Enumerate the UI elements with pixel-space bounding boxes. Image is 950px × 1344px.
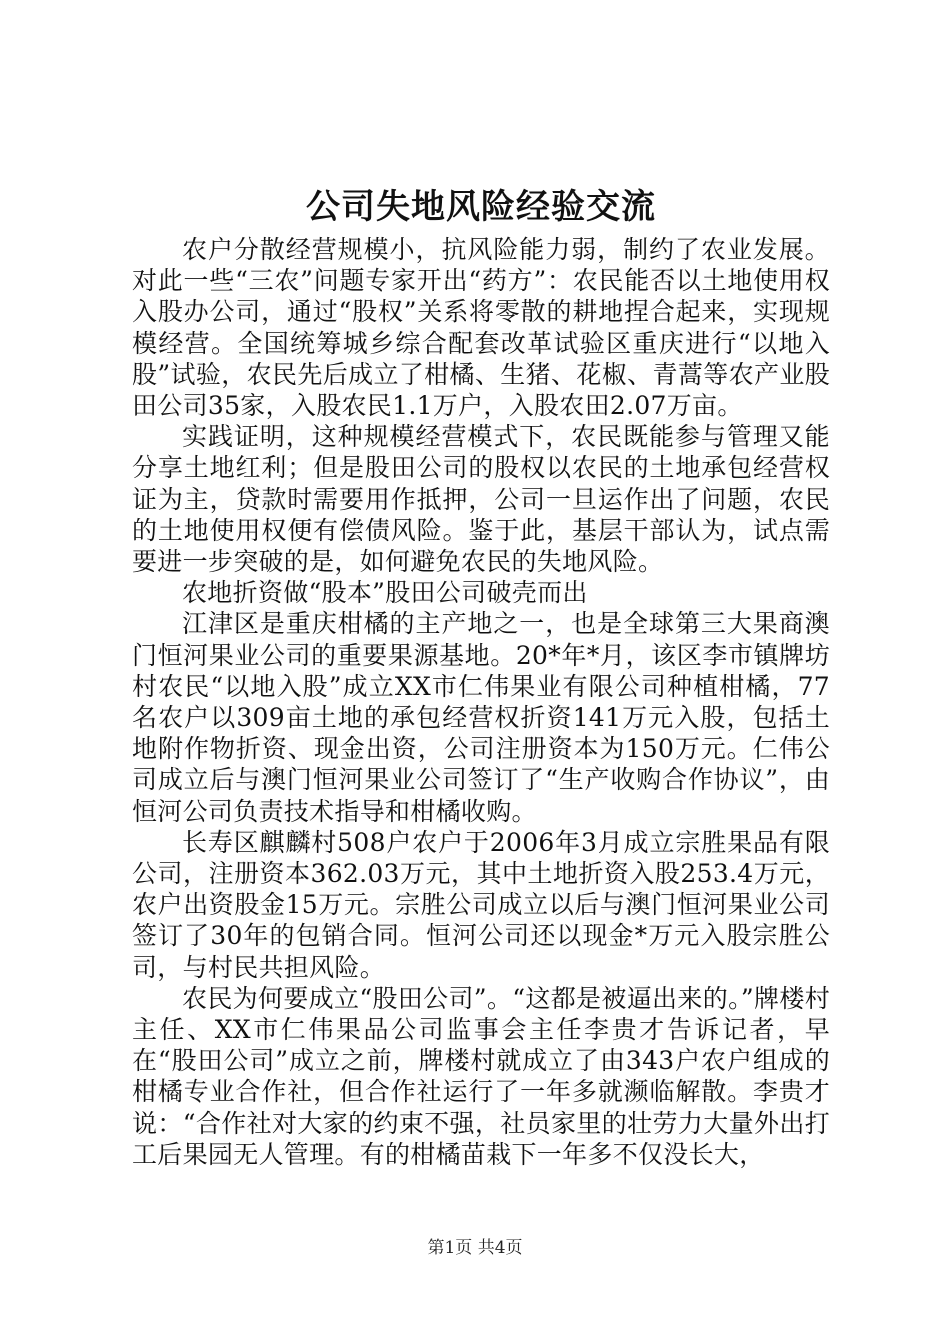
document-body bbox=[132, 234, 830, 1170]
paragraph: 江津区是重庆柑橘的主产地之一，也是全球第三大果商澳门恒河果业公司的重要果源基地。20*年*月，该区李市镇牌坊村农民“以地入股”成立XX市仁伟果业有限公司种植柑橘，77名农户以309亩土地的承包经营权折资141万元入股，包括土地附作物折资、现金出资，公司注册资本为150万元。仁伟公司成立后与澳门恒河果业公司签订了“生产收购合作协议”，由恒河公司负责技术指导和柑橘收购。 bbox=[132, 609, 830, 826]
page-number-footer: 第1页 共4页 bbox=[427, 1238, 523, 1258]
paragraph: 农户分散经营规模小，抗风险能力弱，制约了农业发展。对此一些“三农”问题专家开出“药方”：农民能否以土地使用权入股办公司，通过“股权”关系将零散的耕地捏合起来，实现规模经营。全国统筹城乡综合配套改革试验区重庆进行“以地入股”试验，农民先后成立了柑橘、生猪、花椒、青蒿等农产业股田公司35家，入股农民1.1万户，入股农田2.07万亩。 bbox=[132, 235, 830, 421]
paragraph: 长寿区麒麟村508户农户于2006年3月成立宗胜果品有限公司，注册资本362.03万元，其中土地折资入股253.4万元，农户出资股金15万元。宗胜公司成立以后与澳门恒河果业公司签订了30年的包销合同。恒河公司还以现金*万元入股宗胜公司，与村民共担风险。 bbox=[132, 827, 830, 982]
document-title: 公司失地风险经验交流 bbox=[306, 187, 656, 227]
document-page bbox=[132, 180, 830, 1170]
section-heading: 农地折资做“股本”股田公司破壳而出 bbox=[182, 578, 588, 608]
paragraph: 实践证明，这种规模经营模式下，农民既能参与管理又能分享土地红利；但是股田公司的股权以农民的土地承包经营权证为主，贷款时需要用作抵押，公司一旦运作出了问题，农民的土地使用权便有偿债风险。鉴于此，基层干部认为，试点需要进一步突破的是，如何避免农民的失地风险。 bbox=[132, 422, 830, 577]
paragraph: 农民为何要成立“股田公司”。“这都是被逼出来的。”牌楼村主任、XX市仁伟果品公司监事会主任李贵才告诉记者，早在“股田公司”成立之前，牌楼村就成立了由343户农户组成的柑橘专业合作社，但合作社运行了一年多就濒临解散。李贵才说：“合作社对大家的约束不强，社员家里的壮劳力大量外出打工后果园无人管理。有的柑橘苗栽下一年多不仅没长大， bbox=[132, 983, 830, 1169]
